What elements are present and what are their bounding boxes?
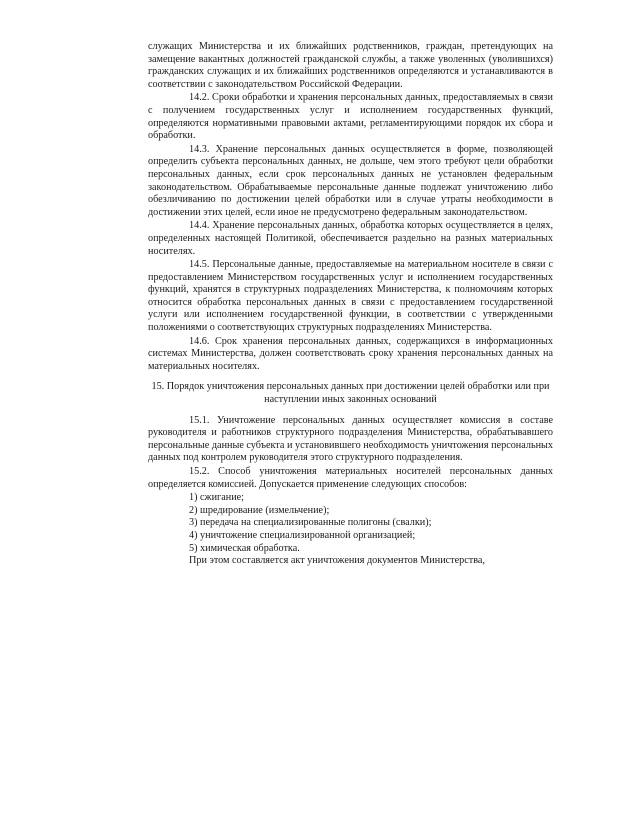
paragraph-p14-5: 14.5. Персональные данные, предоставляемые на материальном носителе в связи с предоставлением Министерством государственных услуг и исполнением государственных функций, хранятся в структурных подразделениях Министерства, к полномочиям которых относится обработка персональных данных в связи с предоставлением государственной услуги или исполнением государственной функции, в соответствии с утвержденными положениями о соответствующих структурных подразделениях Министерства. [148, 259, 553, 334]
list-item: 3) передача на специализированные полигоны (свалки); [189, 517, 432, 529]
paragraph-p14-6: 14.6. Срок хранения персональных данных, содержащихся в информационных системах Министерства, должен соответствовать сроку хранения персональных данных на материальных носителях. [148, 335, 553, 372]
paragraph-p14-4: 14.4. Хранение персональных данных, обработка которых осуществляется в целях, определенных настоящей Политикой, обеспечивается раздельно на разных материальных носителях. [148, 220, 553, 257]
final-paragraph: При этом составляется акт уничтожения документов Министерства, [189, 555, 485, 567]
paragraph-p14-3: 14.3. Хранение персональных данных осуществляется в форме, позволяющей определить субъекта персональных данных, не дольше, чем этого требуют цели обработки персональных данных, если срок персональных данных не установлен федеральным законодательством. Обрабатываемые персональные данные подлежат уничтожению либо обезличиванию по достижении целей обработки или в случае утраты необходимости в достижении этих целей, если иное не предусмотрено федеральным законодательством. [148, 143, 553, 218]
paragraph-p15-1: 15.1. Уничтожение персональных данных осуществляет комиссия в составе руководителя и работников структурного подразделения Министерства, обрабатывавшего персональные данные субъекта и установившего необходимость уничтожения персональных данных под контролем руководителя этого структурного подразделения. [148, 414, 553, 464]
document-page [148, 41, 553, 569]
destruction-methods-list [148, 492, 553, 555]
section-15-paragraphs [148, 415, 553, 492]
list-item: 4) уничтожение специализированной организацией; [189, 529, 416, 541]
section-14-paragraphs [148, 41, 553, 373]
paragraph-p14-2: 14.2. Сроки обработки и хранения персональных данных, предоставляемых в связи с получением государственных услуг и исполнением государственных функций, определяются нормативными правовыми актами, регламентирующими порядок их сбора и обработки. [148, 92, 553, 142]
list-item: 5) химическая обработка. [189, 542, 300, 554]
list-item: 1) сжигание; [189, 492, 245, 504]
section-15-heading: 15. Порядок уничтожения персональных данных при достижении целей обработки или при наступлении иных законных оснований [151, 381, 550, 406]
list-item: 2) шредирование (измельчение); [189, 504, 330, 516]
paragraph-cont: служащих Министерства и их ближайших родственников, граждан, претендующих на замещение вакантных должностей гражданской службы, а также уволенных (уволившихся) гражданских служащих и их ближайших родственников определяются и устанавливаются в соответствии с законодательством Российской Федерации. [148, 41, 553, 90]
paragraph-p15-2: 15.2. Способ уничтожения материальных носителей персональных данных определяется комиссией. Допускается применение следующих способов: [148, 466, 553, 490]
